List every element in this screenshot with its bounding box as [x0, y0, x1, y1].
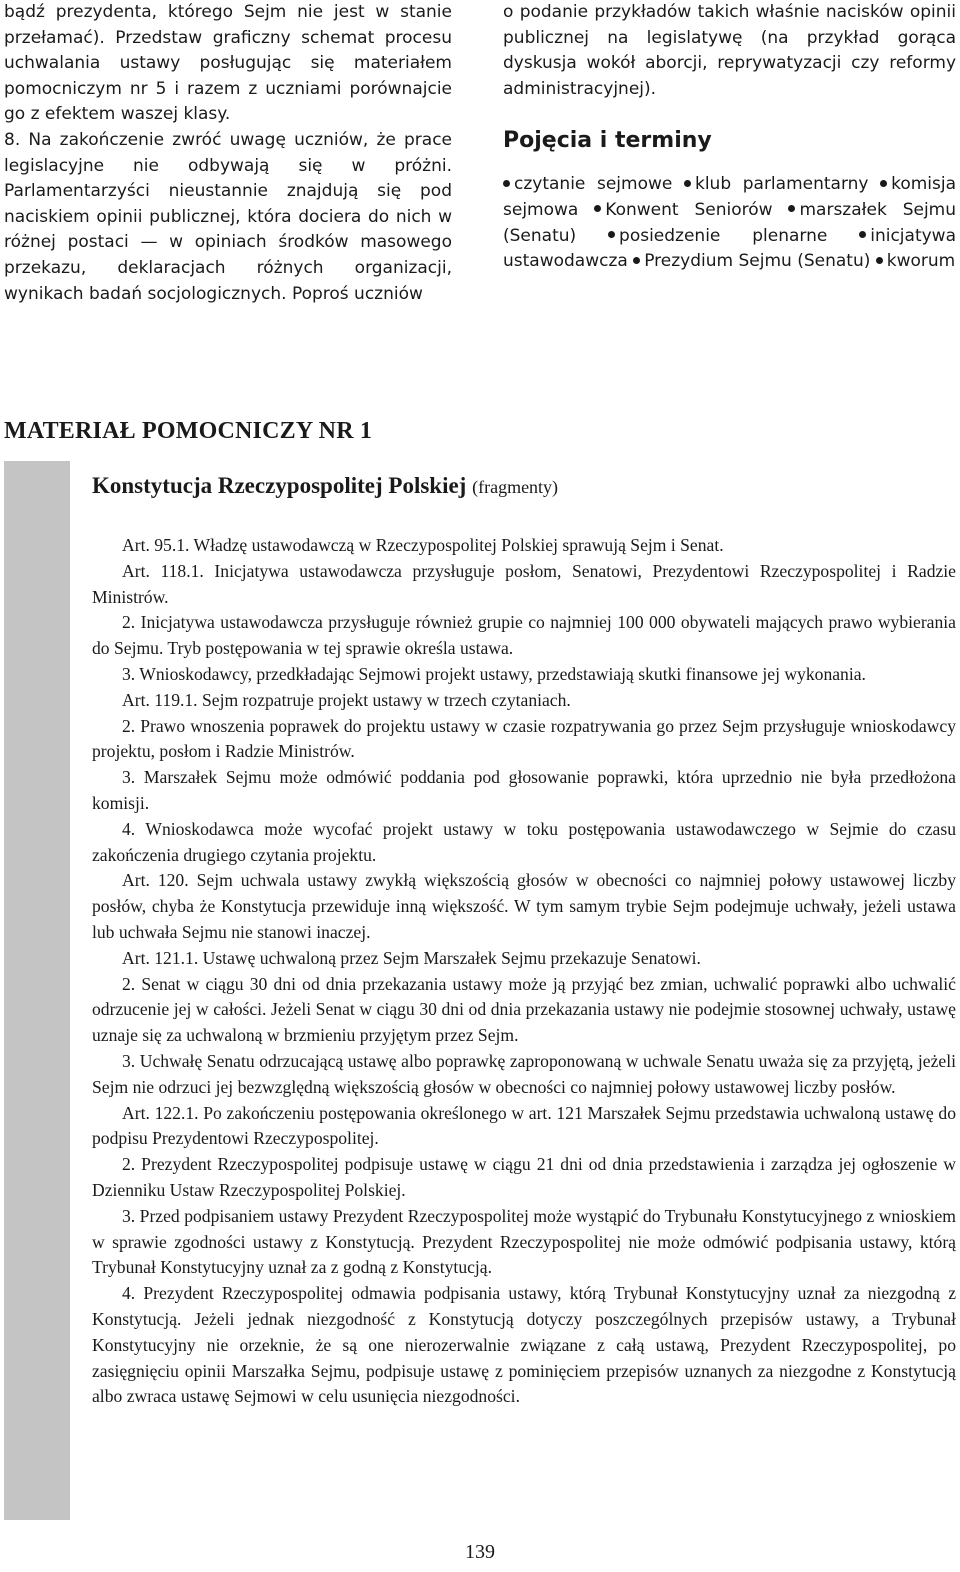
document-title-text: Konstytucja Rzeczypospolitej Polskiej [92, 473, 467, 498]
article-paragraph: 3. Wnioskodawcy, przedkładając Sejmowi projekt ustawy, przedstawiają skutki finansowe jej wykonania. [122, 663, 866, 684]
article-paragraph: Art. 119.1. Sejm rozpatruje projekt ustawy w trzech czytaniach. [122, 689, 571, 710]
material-heading: MATERIAŁ POMOCNICZY NR 1 [4, 418, 373, 444]
term-item: kworum [876, 251, 955, 271]
right-column [503, 0, 956, 275]
bullet-icon [503, 180, 510, 187]
bullet-icon [633, 257, 640, 264]
article-paragraph: 3. Marszałek Sejmu może odmówić poddania pod głosowanie poprawki, która uprzednio nie była przedłożona komisji. [92, 767, 956, 813]
page-number: 139 [465, 1541, 495, 1563]
article-paragraph: 4. Wnioskodawca może wycofać projekt ustawy w toku postępowania ustawodawczego w Sejmie do czasu zakończenia drugiego czytania projektu. [92, 818, 956, 865]
bullet-icon [608, 231, 615, 238]
term-item: inicjatywa ustawodawcza [503, 225, 956, 272]
bullet-icon [684, 180, 691, 187]
article-paragraph: Art. 95.1. Władzę ustawodawczą w Rzeczypospolitej Polskiej sprawują Sejm i Senat. [122, 535, 724, 555]
document-title [92, 470, 956, 503]
article-paragraph: 4. Prezydent Rzeczypospolitej odmawia podpisania ustawy, którą Trybunał Konstytucyjny uznał za niezgodną z Konstytucją. Jeżeli jednak niezgodność z Konstytucją dotyczy poszczególnych przepisów ustawy, a Trybunał Konstytucyjny nie orzeknie, że są one nierozerwalnie związane z całą ustawą, Prezydent Rzeczypospolitej, po zasięgnięciu opinii Marszałka Sejmu, podpisuje ustawę z pominięciem przepisów uznanych za niezgodne z Konstytucją albo zwraca ustawę Sejmowi w celu usunięcia niezgodności. [92, 1283, 956, 1407]
article-paragraph: Art. 118.1. Inicjatywa ustawodawcza przysługuje posłom, Senatowi, Prezydentowi Rzeczypospolitej i Radzie Ministrów. [92, 560, 956, 607]
terms-heading: Pojęcia i terminy [503, 128, 712, 154]
bullet-icon [859, 231, 866, 238]
article-paragraph: 3. Uchwałę Senatu odrzucającą ustawę albo poprawkę zaproponowaną w uchwale Senatu uważa się za przyjętą, jeżeli Sejm nie odrzuci jej bezwzględną większością głosów w obecności co najmniej połowy ustawowej liczby posłów. [92, 1050, 956, 1097]
article-paragraph: Art. 122.1. Po zakończeniu postępowania określonego w art. 121 Marszałek Sejmu przedstawia uchwaloną ustawę do podpisu Prezydentowi Rzeczypospolitej. [92, 1102, 956, 1149]
term-item: marszałek Sejmu (Senatu) [503, 199, 957, 246]
left-paragraph-1: bądź prezydenta, którego Sejm nie jest w stanie przełamać). Przedstaw graficzny schemat procesu uchwalania ustawy posługując się materiałem pomocniczym nr 5 i razem z uczniami porównajcie go z efektem waszej klasy. [4, 2, 452, 125]
article-paragraph: 2. Prezydent Rzeczypospolitej podpisuje ustawę w ciągu 21 dni od dnia przedstawienia i zarządza jej ogłoszenie w Dzienniku Ustaw Rzeczypospolitej Polskiej. [92, 1154, 956, 1200]
article-paragraph: 2. Senat w ciągu 30 dni od dnia przekazania ustawy może ją przyjąć bez zmian, uchwalić poprawki albo uchwalić odrzucenie jej w całości. Jeżeli Senat w ciągu 30 dni od dnia przekazania ustawy nie podejmie stosownej uchwały, ustawę uznaje się za uchwaloną w brzmieniu przyjętym przez Sejm. [92, 973, 956, 1046]
document-subtitle: (fragmenty) [472, 477, 559, 497]
left-paragraph-2: 8. Na zakończenie zwróć uwagę uczniów, że prace legislacyjne nie odbywają się w próżni. Parlamentarzyści nieustannie znajdują się pod naciskiem opinii publicznej, która dociera do nich w różnej postaci — w opiniach środków masowego przekazu, deklaracjach różnych organizacji, wynikach badań socjologicznych. Poproś uczniów [4, 129, 452, 304]
left-column [4, 0, 452, 307]
article-paragraph: 2. Prawo wnoszenia poprawek do projektu ustawy w czasie rozpatrywania go przez Sejm przysługuje wnioskodawcy projektu, posłom i Radzie Ministrów. [92, 715, 956, 762]
right-paragraph-1: o podanie przykładów takich właśnie nacisków opinii publicznej na legislatywę (na przykład gorąca dyskusja wokół aborcji, reprywatyzacji czy reformy administracyjnej). [503, 2, 956, 99]
article-paragraph: 3. Przed podpisaniem ustawy Prezydent Rzeczypospolitej może wystąpić do Trybunału Konstytucyjnego z wnioskiem w sprawie zgodności ustawy z Konstytucją. Prezydent Rzeczypospolitej nie może odmówić podpisania ustawy, którą Trybunał Konstytucyjny uznał za z godną z Konstytucją. [92, 1205, 956, 1278]
margin-bar [4, 461, 70, 1520]
term-item: posiedzenie plenarne [608, 226, 827, 246]
bullet-icon [594, 205, 601, 212]
bullet-icon [788, 205, 795, 212]
term-item: czytanie sejmowe [503, 174, 672, 194]
article-paragraph: Art. 120. Sejm uchwala ustawy zwykłą większością głosów w obecności co najmniej połowy ustawowej liczby posłów, chyba że Konstytucja przewiduje inną większość. W tym samym trybie Sejm podejmuje uchwały, jeżeli ustawa lub uchwała Sejmu nie stanowi inaczej. [92, 870, 956, 942]
term-item: klub parlamentarny [684, 174, 869, 194]
term-item: Konwent Seniorów [594, 200, 772, 220]
constitution-excerpt [92, 470, 956, 1410]
article-paragraph: 2. Inicjatywa ustawodawcza przysługuje również grupie co najmniej 100 000 obywateli mających prawo wybierania do Sejmu. Tryb postępowania w tej sprawie określa ustawa. [92, 612, 956, 659]
term-item: komisja sejmowa [503, 174, 957, 220]
bullet-icon [876, 257, 883, 264]
term-item: Prezydium Sejmu (Senatu) [633, 251, 870, 271]
terms-list [503, 172, 956, 274]
bullet-icon [880, 180, 887, 187]
article-paragraph: Art. 121.1. Ustawę uchwaloną przez Sejm Marszałek Sejmu przekazuje Senatowi. [122, 947, 701, 968]
